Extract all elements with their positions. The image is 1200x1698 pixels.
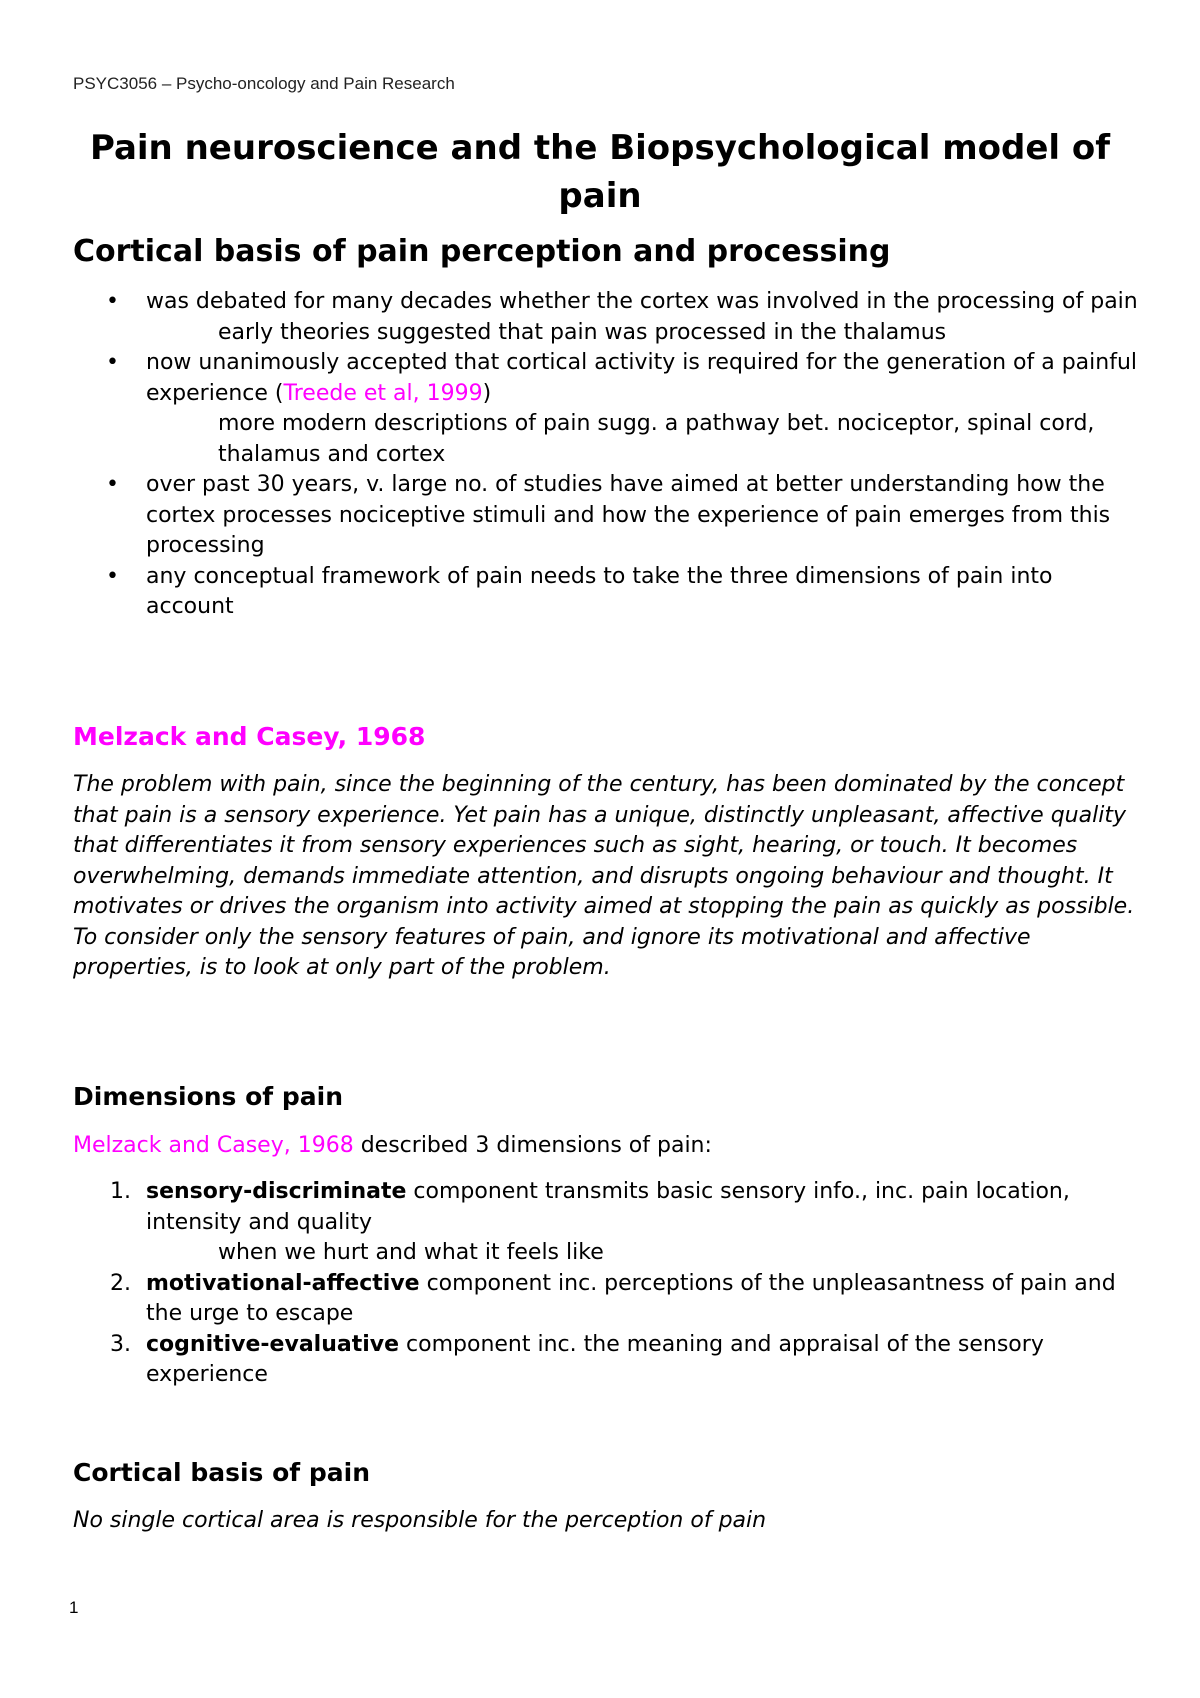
list-item [0,287,1200,318]
melzack-heading: Melzack and Casey, 1968 [73,722,426,751]
list-number: 2. [110,1270,131,1296]
bullet-icon: • [106,289,119,314]
cortical-text: No single cortical area is responsible for the perception of pain [73,1508,767,1533]
list-item-text: component inc. perceptions of the unpleasantness of pain and the urge to escape [146,1270,1116,1326]
list-item-text: any conceptual framework of pain needs to take the three dimensions of pain into account [146,563,1053,619]
list-item [0,1269,1200,1330]
list-item [0,348,1200,409]
running-header: PSYC3056 – Psycho-oncology and Pain Research [73,74,455,93]
list-number: 3. [110,1331,131,1357]
list-item-text-end: ) [482,380,492,406]
list-item [0,1177,1200,1238]
list-item-text: now unanimously accepted that cortical activity is required for the generation of a painful experience ( [146,350,1137,406]
list-number: 1. [110,1179,131,1204]
list-item [0,470,1200,562]
citation-link: Melzack and Casey, 1968 [73,1133,354,1158]
dimensions-intro-text: described 3 dimensions of pain: [353,1133,712,1158]
list-item-text: over past 30 years, v. large no. of studies have aimed at better understanding how the cortex processes nociceptive stimuli and how the experience of pain emerges from this processing [146,472,1111,558]
term: motivational-affective [146,1270,420,1296]
bullet-icon: • [106,472,119,497]
bullet-list [0,287,1200,623]
dimensions-list [0,1177,1200,1391]
dimensions-intro [73,1131,712,1161]
bullet-icon: • [106,350,119,375]
list-item [0,562,1200,623]
citation-link: Treede et al, 1999 [283,380,483,406]
list-item-text: was debated for many decades whether the cortex was involved in the processing of pain [146,289,1138,314]
list-item-text: component transmits basic sensory info., inc. pain location, intensity and quality [146,1179,1070,1235]
dimensions-heading: Dimensions of pain [73,1082,344,1111]
cortical-heading: Cortical basis of pain [73,1458,371,1487]
term: cognitive-evaluative [146,1331,400,1357]
bullet-icon: • [106,563,119,589]
sub-note: more modern descriptions of pain sugg. a pathway bet. nociceptor, spinal cord, thalamus and cortex [218,411,1095,467]
document-title: Pain neuroscience and the Biopsychological model of pain [89,128,1111,216]
sub-note: early theories suggested that pain was processed in the thalamus [218,319,947,345]
term: sensory-discriminate [146,1179,407,1204]
page-number: 1 [69,1598,79,1617]
section-heading-cortical-processing: Cortical basis of pain perception and processing [73,234,891,269]
list-item-text: component inc. the meaning and appraisal of the sensory experience [146,1331,1044,1387]
melzack-quote: The problem with pain, since the beginning of the century, has been dominated by the concept that pain is a sensory experience. Yet pain has a unique, distinctly unpleasant, affective quality that differentiates it from sensory experiences such as sight, hearing, or touch. It becomes overwhelming, demands immediate attention, and disrupts ongoing behaviour and thought. It motivates or drives the organism into activity aimed at stopping the pain as quickly as possible. To consider only the sensory features of pain, and ignore its motivational and affective properties, is to look at only part of the problem. [73,772,1135,980]
sub-note: when we hurt and what it feels like [218,1240,604,1265]
list-item [0,1330,1200,1391]
